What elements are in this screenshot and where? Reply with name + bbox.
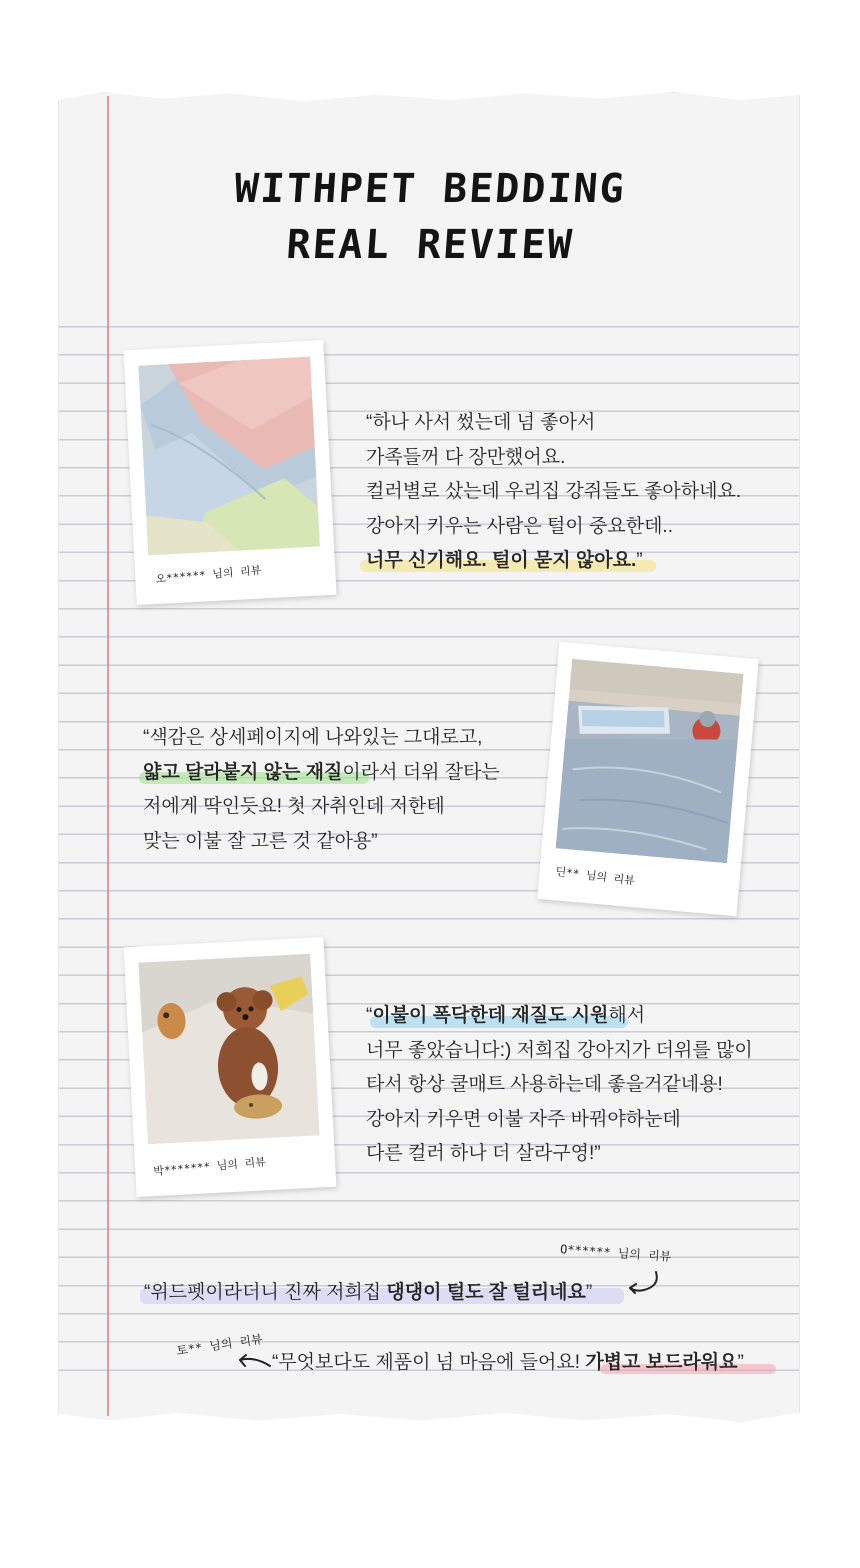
review-line: 타서 항상 쿨매트 사용하는데 좋을거같네용! (366, 1074, 723, 1096)
short-review-author-1: O****** 님의 리뷰 (559, 1242, 672, 1264)
review-author-caption: 박******* 님의 리뷰 (152, 1155, 267, 1179)
short-review-author-2: 토** 님의 리뷰 (175, 1332, 264, 1358)
review-highlight-text: 이불이 폭닥한데 재질도 시원 (372, 1005, 609, 1026)
review-line: “하나 사서 썼는데 넘 좋아서 (366, 412, 596, 433)
short-review-quote-2 (272, 1346, 744, 1381)
review-quote-3 (366, 999, 753, 1172)
review-photo-card-2 (537, 642, 759, 916)
quote-close: ” (737, 1352, 744, 1373)
review-quote-1 (366, 406, 741, 579)
review-highlight-text: 너무 신기해요. 털이 묻지 않아요. (366, 550, 637, 572)
review-photo-card-3 (124, 937, 337, 1197)
review-highlight-text: 얇고 달라붙지 않는 재질 (143, 761, 343, 783)
paper-margin-line (107, 96, 109, 1416)
review-line: 해서 (608, 1005, 646, 1026)
review-line: 너무 좋았습니다:) 저희집 강아지가 더위를 많이 (366, 1039, 753, 1061)
quote-close: ” (636, 550, 643, 572)
bedding-pillows-photo (138, 357, 320, 556)
review-highlight-text: 댕댕이 털도 잘 털리네요 (386, 1282, 586, 1303)
review-line: 이라서 더위 잘타는 (342, 761, 500, 783)
review-photo-card-1 (123, 340, 336, 605)
short-review-quote-1 (144, 1276, 592, 1311)
review-text: “무엇보다도 제품이 넘 마음에 들어요! (272, 1352, 586, 1373)
curved-arrow-icon (234, 1352, 274, 1372)
review-line: 컬러별로 샀는데 우리집 강쥐들도 좋아하네요. (366, 481, 742, 503)
bedroom-bed-photo (556, 659, 744, 863)
curved-arrow-icon (626, 1270, 666, 1298)
review-quote-2 (143, 721, 500, 859)
review-line: 저에게 딱인듯요! 첫 자취인데 저한테 (143, 796, 445, 818)
review-line: “색감은 상세페이지에 나와있는 그대로고, (143, 727, 483, 748)
poodle-on-bed-photo (138, 954, 319, 1145)
bedroom-bed-image (556, 659, 744, 863)
page-title-line1: WITHPET BEDDING (232, 166, 628, 212)
review-text: “위드펫이라더니 진짜 저희집 (144, 1282, 387, 1303)
review-line: 맞는 이불 잘 고른 것 같아용” (143, 830, 378, 852)
review-author-caption: 오****** 님의 리뷰 (154, 563, 262, 586)
review-line: 강아지 키우면 이불 자주 바꿔야하눈데 (366, 1108, 681, 1130)
review-line: 가족들꺼 다 장만했어요. (366, 446, 566, 468)
quote-open: “ (366, 1005, 373, 1026)
review-line: 다른 컬러 하나 더 살라구영!” (366, 1143, 601, 1165)
review-line: 강아지 키우는 사람은 털이 중요한데.. (366, 515, 673, 537)
bedding-pillows-image (138, 357, 320, 556)
review-highlight-text: 가볍고 보드라워요 (585, 1352, 738, 1373)
poodle-on-bed-image (138, 954, 319, 1145)
review-author-caption: 딘** 님의 리뷰 (554, 864, 636, 888)
quote-close: ” (585, 1282, 593, 1303)
page-title-line2: REAL REVIEW (284, 222, 576, 268)
